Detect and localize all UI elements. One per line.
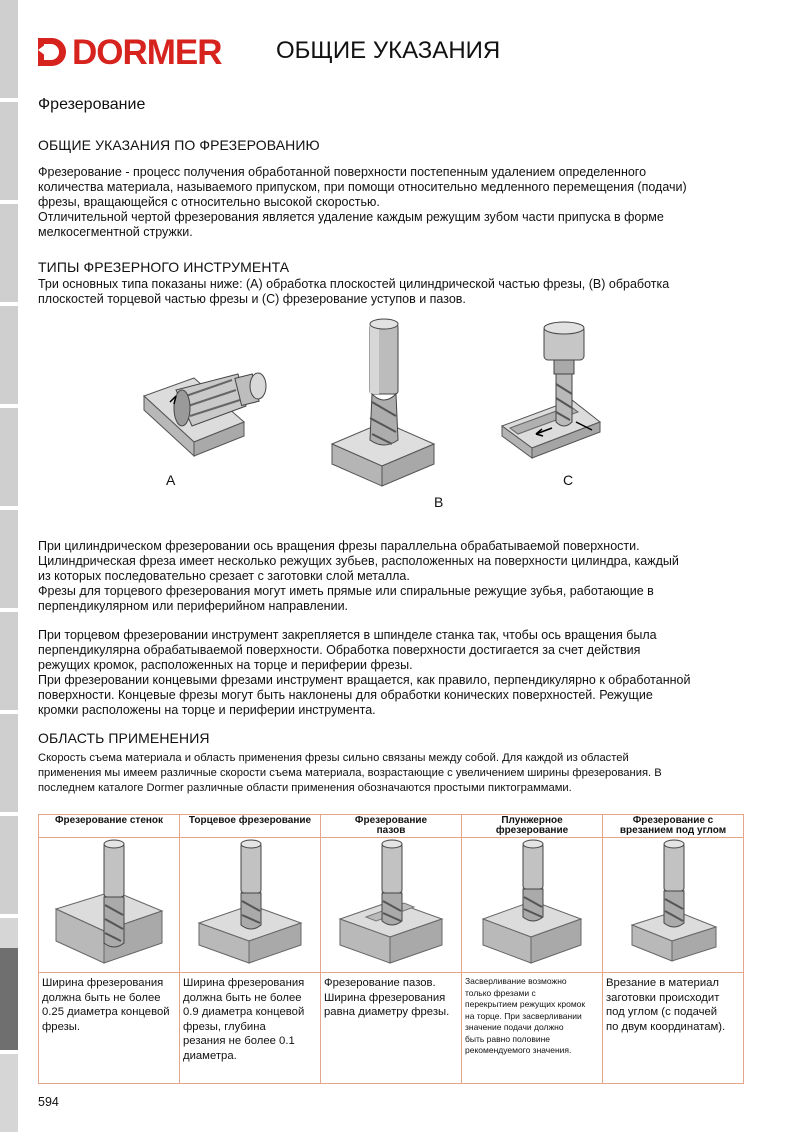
text-line: применения мы имеем различные скорости съема материала, возрастающие с увеличением ширины фрезерования. В — [38, 767, 662, 779]
wall-milling-pictogram — [39, 838, 180, 973]
peripheral-milling-illustration — [136, 366, 276, 466]
ramping-description — [603, 973, 744, 1084]
text-line: перекрытием режущих кромок — [465, 999, 586, 1009]
side-tab — [0, 408, 18, 510]
text-line: фрезы, глубина — [183, 1020, 266, 1033]
text-line: Отличительной чертой фрезерования является удаление каждым режущим зубом части припуска в форме — [38, 210, 664, 224]
text-line: фрезы, вращающейся с относительно высокой скоростью. — [38, 195, 380, 209]
page-number: 594 — [38, 1095, 59, 1109]
ramping-pictogram — [603, 838, 744, 973]
column-header-wall-milling — [39, 815, 180, 838]
illustration-label-c: C — [563, 472, 574, 488]
text-line: быть равно половине — [465, 1033, 551, 1044]
column-header-slot-milling — [321, 815, 462, 838]
brand-logo-text: DORMER — [72, 33, 222, 72]
text-line: рекомендуемого значения. — [465, 1045, 572, 1055]
table-header-row — [39, 815, 744, 838]
slot-milling-illustration — [496, 318, 606, 468]
text-line: Скорость съема материала и область применения фрезы сильно связаны между собой. Для каждой из областей — [38, 752, 629, 764]
text-line: равна диаметру фрезы. — [324, 1006, 450, 1018]
text-line: резания не более 0.1 — [183, 1035, 295, 1047]
application-heading: ОБЛАСТЬ ПРИМЕНЕНИЯ — [38, 730, 210, 746]
text-line: фрезы. — [42, 1020, 81, 1033]
side-tab-active — [0, 948, 18, 1054]
text-line: Ширина фрезерования — [42, 977, 164, 989]
text-line: При фрезеровании концевыми фрезами инструмент вращается, как правило, перпендикулярно к обработанной — [38, 673, 691, 687]
page-title: ОБЩИЕ УКАЗАНИЯ — [276, 37, 501, 64]
text-line: перпендикулярном или периферийном направлении. — [38, 599, 349, 613]
application-table — [38, 814, 744, 1084]
side-tab — [0, 0, 18, 102]
application-paragraph — [38, 751, 758, 796]
section-title: Фрезерование — [38, 96, 146, 113]
text-line: количества материала, называемого припуском, при помощи относительно медленного перемещения (подачи) — [38, 180, 687, 194]
page-header — [36, 34, 776, 78]
face-milling-paragraph — [38, 628, 758, 718]
illustration-label-a: A — [166, 472, 176, 488]
general-heading: ОБЩИЕ УКАЗАНИЯ ПО ФРЕЗЕРОВАНИЮ — [38, 137, 320, 153]
text-line: из которых последовательно срезает с заготовки слой металла. — [38, 569, 410, 583]
text-line: Фрезерование пазов. — [324, 977, 436, 989]
side-tab — [0, 714, 18, 816]
cylindrical-milling-paragraph — [38, 539, 758, 614]
wall-milling-description — [39, 973, 180, 1084]
text-line: режущих кромок, расположенных на торце и периферии фрезы. — [38, 658, 413, 672]
text-line: заготовки происходит — [606, 991, 720, 1004]
text-line: мелкосегментной стружки. — [38, 225, 193, 239]
side-tab — [0, 510, 18, 612]
text-line: плоскостей торцевой частью фрезы и (C) фрезерование уступов и пазов. — [38, 292, 466, 306]
text-line: значение подачи должно — [465, 1022, 564, 1032]
side-tab — [0, 306, 18, 408]
header-line: врезанием под углом — [619, 825, 727, 836]
illustration-label-b: B — [434, 494, 444, 510]
column-header-ramping — [603, 815, 744, 838]
text-line: кромки расположены на торце и периферии инструмента. — [38, 703, 376, 717]
header-line: пазов — [376, 825, 406, 836]
header-line: Фрезерование стенок — [54, 815, 164, 826]
side-tab-bar — [0, 0, 18, 1132]
face-milling-pictogram — [180, 838, 321, 973]
text-line: Врезание в материал — [606, 977, 720, 989]
text-line: должна быть не более — [42, 991, 161, 1004]
text-line: 0.25 диаметра концевой — [42, 1006, 170, 1018]
table-pictogram-row — [39, 838, 744, 973]
types-heading: ТИПЫ ФРЕЗЕРНОГО ИНСТРУМЕНТА — [38, 259, 290, 275]
text-line: по двум координатам). — [606, 1020, 726, 1033]
plunge-milling-pictogram — [462, 838, 603, 973]
text-line: Цилиндрическая фреза имеет несколько режущих зубьев, расположенных на поверхности цилиндра, каждый — [38, 554, 679, 568]
text-line: на торце. При засверливании — [465, 1010, 582, 1021]
text-line: только фрезами с — [465, 987, 536, 998]
face-milling-description — [180, 973, 321, 1084]
plunge-milling-description — [462, 973, 603, 1084]
header-line: Фрезерование — [354, 815, 428, 826]
column-header-face-milling — [180, 815, 321, 838]
text-line: При торцевом фрезеровании инструмент закрепляется в шпинделе станка так, чтобы ось вращения была — [38, 628, 657, 642]
text-line: последнем каталоге Dormer различные области применения обозначаются простыми пиктограммами. — [38, 782, 572, 794]
header-line: Торцевое фрезерование — [188, 815, 312, 826]
text-line: Фрезерование - процесс получения обработанной поверхности постепенным удалением определенного — [38, 165, 647, 179]
slot-milling-pictogram — [321, 838, 462, 973]
text-line: должна быть не более — [183, 991, 302, 1004]
face-milling-illustration — [324, 314, 444, 494]
text-line: При цилиндрическом фрезеровании ось вращения фрезы параллельна обрабатываемой поверхности. — [38, 539, 640, 553]
header-line: Фрезерование с — [632, 815, 714, 826]
text-line: Три основных типа показаны ниже: (A) обработка плоскостей цилиндрической частью фрезы, (B) обработка — [38, 277, 670, 291]
text-line: перпендикулярна обрабатываемой поверхности. Обработка поверхности достигается за счет действия — [38, 643, 641, 657]
text-line: Ширина фрезерования — [324, 991, 446, 1004]
text-line: Фрезы для торцевого фрезерования могут иметь прямые или спиральные режущие зубья, работающие в — [38, 584, 654, 598]
text-line: Засверливание возможно — [465, 976, 567, 986]
text-line: Ширина фрезерования — [183, 977, 305, 989]
slot-milling-description — [321, 973, 462, 1084]
header-line: фрезерование — [495, 825, 569, 836]
text-line: 0.9 диаметра концевой — [183, 1006, 305, 1018]
column-header-plunge-milling — [462, 815, 603, 838]
side-tab — [0, 204, 18, 306]
side-tab — [0, 612, 18, 714]
table-text-row — [39, 973, 744, 1084]
header-line: Плунжерное — [501, 815, 563, 826]
side-tab — [0, 102, 18, 204]
dormer-logo-icon — [36, 36, 66, 68]
types-paragraph — [38, 277, 758, 307]
text-line: диаметра. — [183, 1049, 237, 1062]
general-paragraph — [38, 165, 758, 240]
side-tab — [0, 816, 18, 918]
text-line: под углом (с подачей — [606, 1006, 718, 1018]
text-line: поверхности. Концевые фрезы могут быть наклонены для обработки конических поверхностей. Режущие — [38, 688, 653, 702]
